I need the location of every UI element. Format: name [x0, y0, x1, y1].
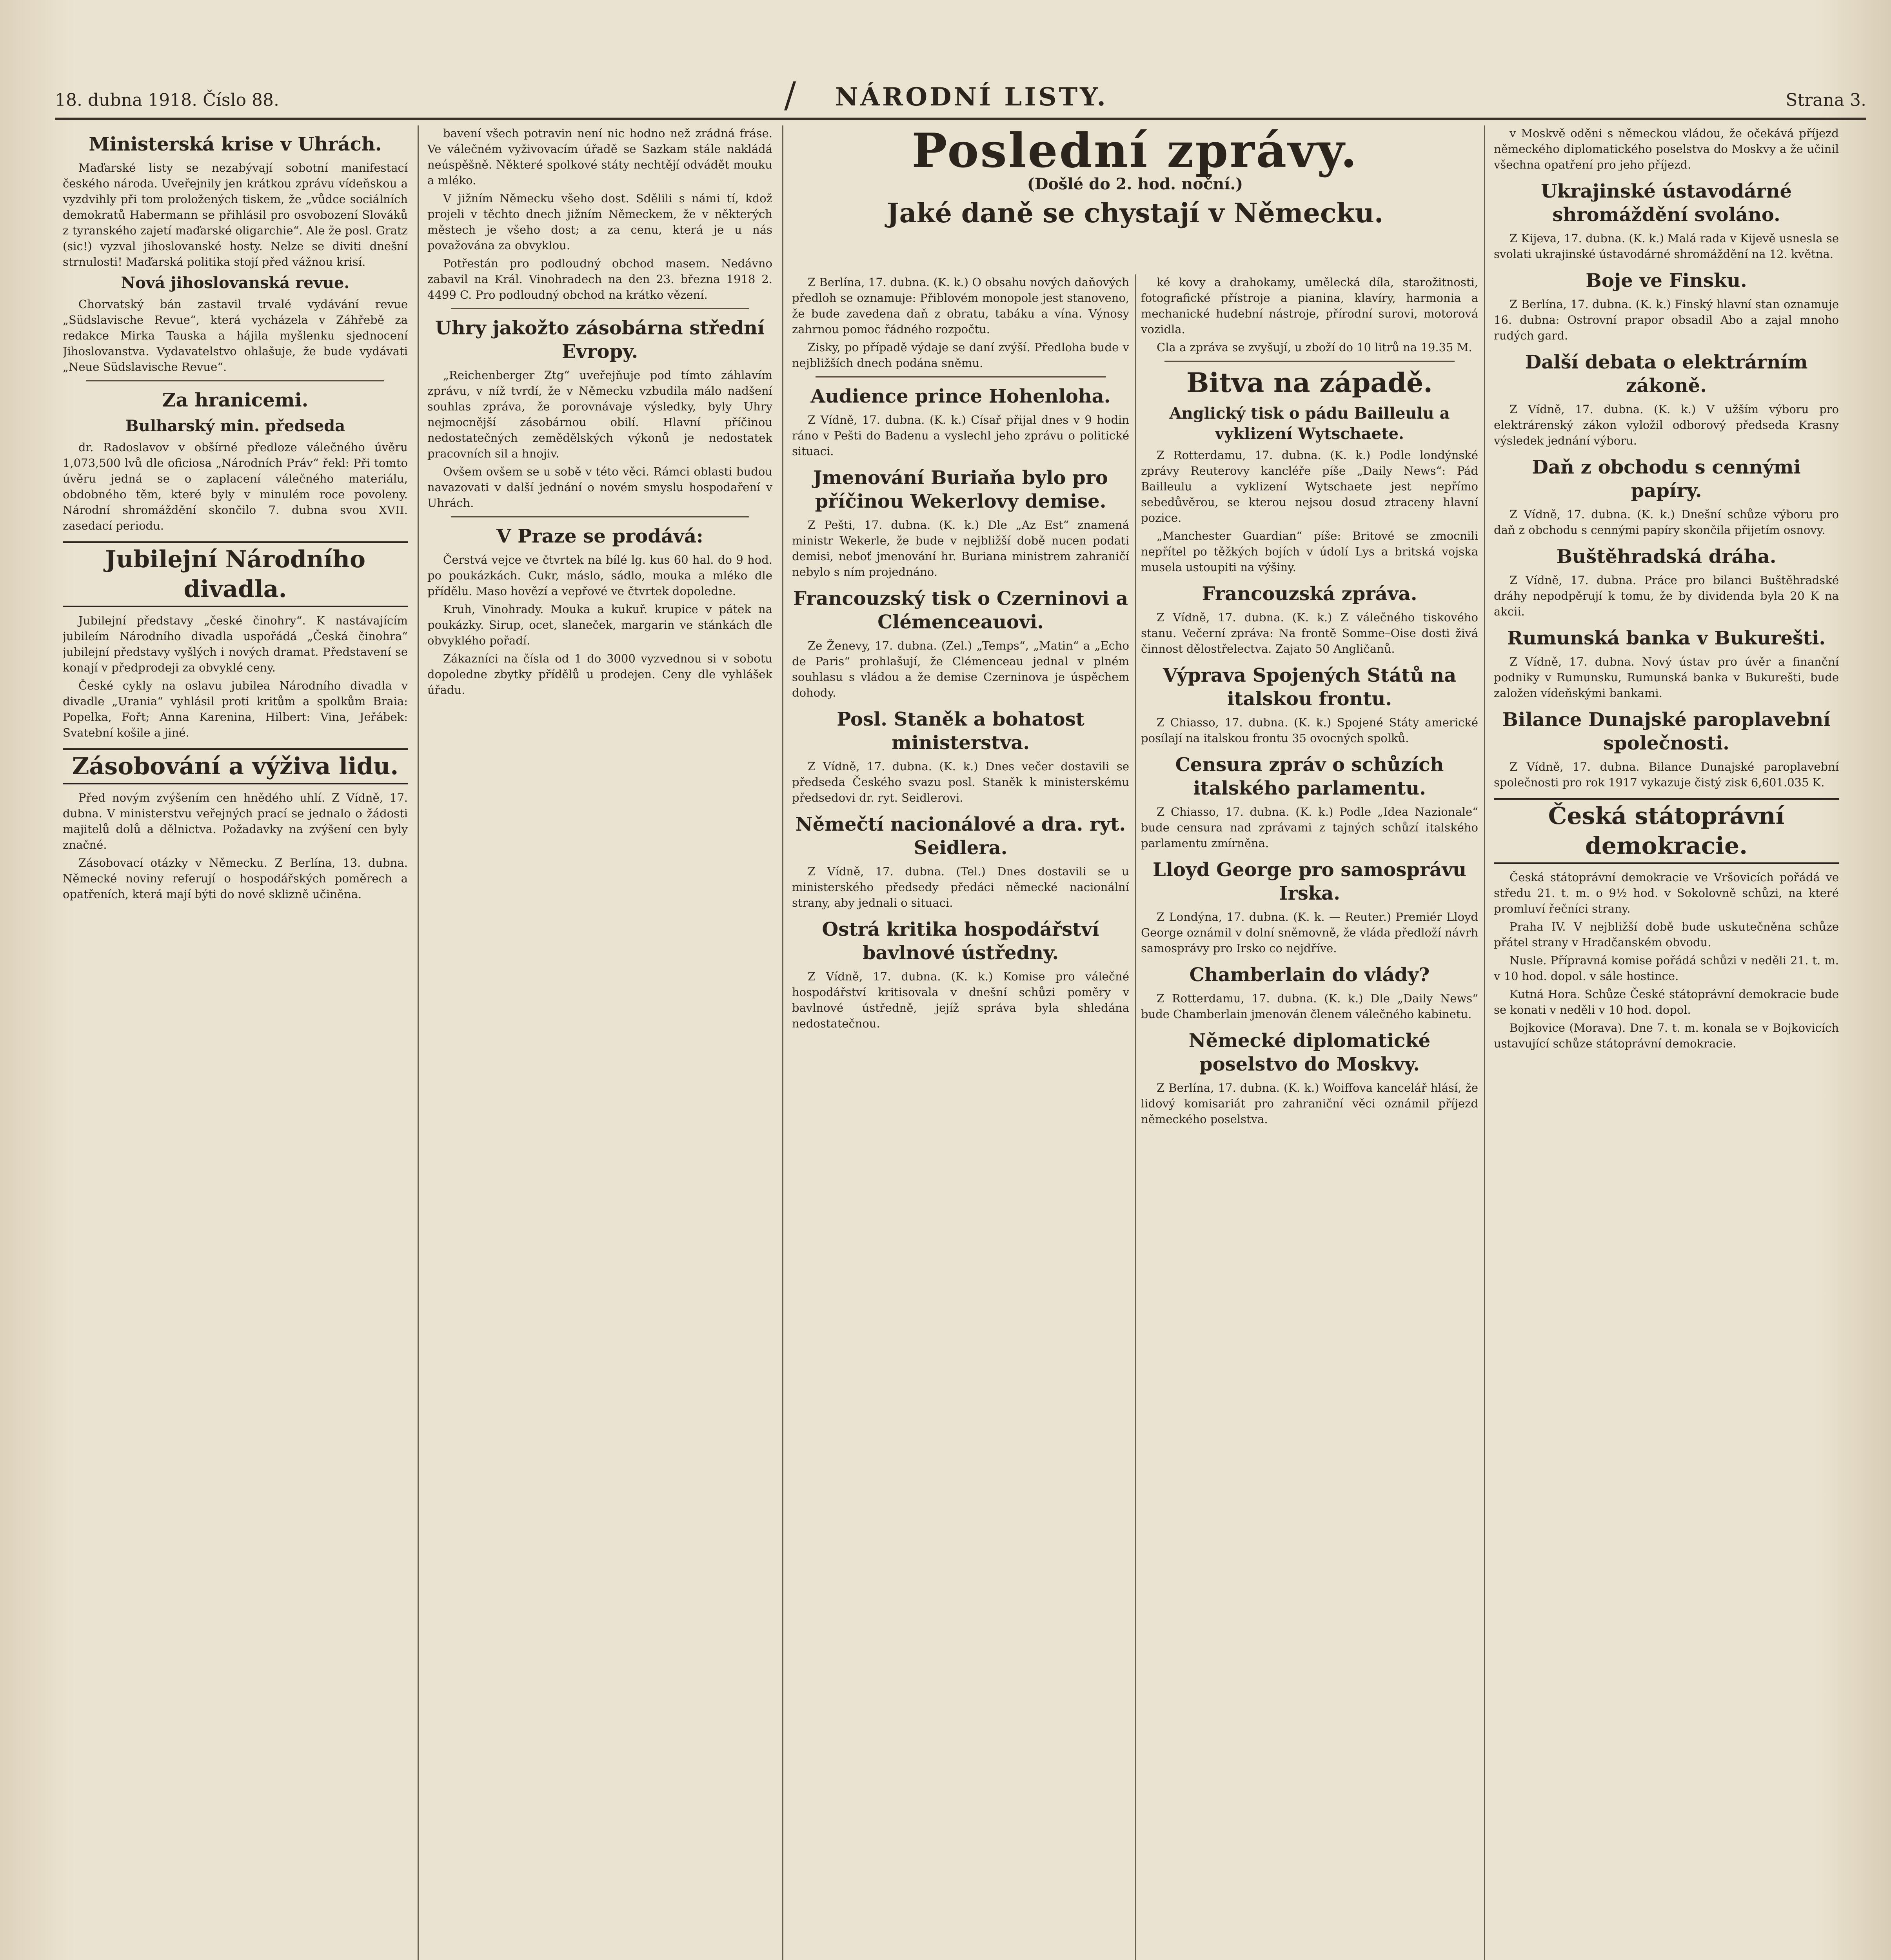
column-4	[1141, 274, 1478, 1960]
article-text: Z Vídně, 17. dubna. (K. k.) Komise pro válečné hospodářství kritisovala v dnešní schůzi poměry v bavlnové ústředně, jejíž správa byla shledána nedostatečnou.	[792, 970, 1129, 1030]
article-text: Z Vídně, 17. dubna. (K. k.) V užším výboru pro elektrárenský zákon vyložil odborový předseda Krasny výsledek jednání výboru.	[1494, 403, 1839, 447]
article-text: Jubilejní představy „české činohry“. K nastávajícím jubileím Národního divadla uspořádá „Česká činohra“ jubilejní představy vyšlých i nových dramat. Představení se konají v předprodeji za obvyklé ceny.	[63, 614, 408, 674]
article-text: Z Vídně, 17. dubna. (Tel.) Dnes dostavili se u ministerského předsedy předáci německé nacionální strany, aby jednali o situaci.	[792, 865, 1129, 909]
divider	[86, 380, 384, 381]
article-text: Ovšem ovšem se u sobě v této věci. Rámci oblasti budou navazovati v další jednání o novém smyslu hospodaření v Uhrách.	[427, 465, 772, 510]
headline-dunajska: Bilance Dunajské paroplavební společnosti.	[1502, 709, 1831, 754]
divider	[451, 308, 749, 309]
article-text: České cykly na oslavu jubilea Národního divadla v divadle „Urania“ vyhlásil proti kritům a spolkům Braia: Popelka, Fořt; Anna Karenina, Hilbert: Vina, Jeřábek: Svatební košile a jiné.	[63, 679, 408, 739]
divider	[451, 516, 749, 517]
issue-date: 18. dubna 1918. Číslo 88.	[55, 90, 279, 110]
headline-ukrajinske: Ukrajinské ústavodárné shromáždění svoláno.	[1540, 180, 1792, 226]
headline-za-hranicemi: Za hranicemi.	[162, 389, 309, 411]
article-text: Z Vídně, 17. dubna. (K. k.) Dnešní schůze výboru pro daň z obchodu s cennými papíry skončila přijetím osnovy.	[1494, 508, 1839, 537]
headline-anglicky-tisk: Anglický tisk o pádu Bailleulu a vyklizení Wytschaete.	[1169, 404, 1450, 443]
headline-dan-papiry: Daň z obchodu s cennými papíry.	[1532, 456, 1801, 502]
headline-bustehradska: Buštěhradská dráha.	[1556, 546, 1777, 568]
article-text: Z Vídně, 17. dubna. Bilance Dunajské paroplavební společnosti pro rok 1917 vykazuje čistý zisk 6,601.035 K.	[1494, 760, 1839, 789]
article-text: V jižním Německu všeho dost. Sdělili s námi tí, kdož projeli v těchto dnech jižním Německem, že v některých městech je všeho dost; a za cenu, která je u nás považována za obvyklou.	[427, 192, 772, 252]
article-text: Kruh, Vinohrady. Mouka a kukuř. krupice v pátek na poukázky. Sirup, ocet, slaneček, margarin ve stánkách dle obvyklého pořadí.	[427, 603, 772, 647]
column-rule	[1484, 125, 1485, 1960]
headline-dane: Jaké daně se chystají v Německu.	[886, 198, 1384, 229]
masthead	[55, 74, 1866, 118]
article-text: Z Berlína, 17. dubna. (K. k.) O obsahu nových daňových předloh se oznamuje: Přiblovém monopole jest stanoveno, že bude zavedena daň z obratu, tabáku a vína. Výnosy zahrnou pomoc řádného rozpočtu.	[792, 276, 1129, 336]
headline-bavlna: Ostrá kritika hospodářství bavlnové ústředny.	[822, 918, 1099, 964]
article-text: Potřestán pro podloudný obchod masem. Nedávno zabavil na Král. Vinohradech na den 23. března 1918 2. 4499 C. Pro podloudný obchod na krátko vězení.	[427, 257, 772, 301]
headline-nacionalove: Němečtí nacionálové a dra. ryt. Seidlera.	[795, 813, 1126, 859]
headline-lloyd-george: Lloyd George pro samosprávu Irska.	[1152, 859, 1467, 904]
headline-finsko: Boje ve Finsku.	[1586, 270, 1747, 292]
article-text: „Manchester Guardian“ píše: Britové se zmocnili nepřítel po těžkých bojích v údolí Lys a britská vojska musela ustoupiti na výšiny.	[1141, 529, 1478, 574]
article-text: bavení všech potravin není nic hodno než zrádná fráse. Ve válečném vyživovacím úřadě se Sazkam stále nakládá neúspěšně. Některé spolkové státy nechtějí odvádět mouku a mléko.	[427, 127, 772, 187]
column-5	[1494, 125, 1839, 1960]
article-text: Z Vídně, 17. dubna. Práce pro bilanci Buštěhradské dráhy nepodpěrují k tomu, že by dividenda byla 20 K na akcii.	[1494, 573, 1839, 618]
column-2	[427, 125, 772, 1960]
article-text: Čerstvá vejce ve čtvrtek na bílé lg. kus 60 hal. do 9 hod. po poukázkách. Cukr, máslo, sádlo, mouka a mléko dle přídělu. Maso hovězí a vepřové ve čtvrtek dopoledne.	[427, 553, 772, 598]
article-text: dr. Radoslavov v obšírné předloze válečného úvěru 1,073,500 lvů dle oficiosa „Národních Práv“ řekl: Při tomto úvěru jedná se o zaplacení válečného materiálu, obdobného těm, které byly v minulém roce povoleny. Národní shromáždění skončilo 7. dubna svou XVII. zasedací periodu.	[63, 441, 408, 532]
article-text: Z Berlína, 17. dubna. (K. k.) Woiffova kancelář hlásí, že lidový komisariát pro zahraniční věci oznámil příjezd německého poselstva.	[1141, 1081, 1478, 1126]
article-text: Zákazníci na čísla od 1 do 3000 vyzvednou si v sobotu dopoledne zbytky přídělů u prodejen. Ceny dle vyhlášek úřadu.	[427, 652, 772, 697]
article-text: Z Londýna, 17. dubna. (K. k. — Reuter.) Premiér Lloyd George oznámil v dolní sněmovně, že vláda předloží návrh samosprávy pro Irsko co nejdříve.	[1141, 910, 1478, 955]
headline-rumunska: Rumunská banka v Bukurešti.	[1507, 627, 1826, 649]
article-text: Z Rotterdamu, 17. dubna. (K. k.) Podle londýnské zprávy Reuterovy kancléře píše „Daily News“: Pád Bailleulu a vyklizení Wytschaete jest nepřímo sebedůvěrou, se kterou nejsou dosud ztraceny hlavní pozice.	[1141, 448, 1478, 524]
article-text: Z Vídně, 17. dubna. (K. k.) Z válečného tiskového stanu. Večerní zpráva: Na frontě Somme–Oise dosti živá činnost dělostřelectva. Zajato 50 Angličanů.	[1141, 611, 1478, 655]
headline-bulharsky: Bulharský min. předseda	[125, 417, 345, 435]
article-text: Z Rotterdamu, 17. dubna. (K. k.) Dle „Daily News“ bude Chamberlain jmenován členem válečného kabinetu.	[1141, 992, 1478, 1021]
headline-v-praze: V Praze se prodává:	[496, 525, 703, 547]
headline-francouzsky-tisk: Francouzský tisk o Czerninovi a Clémenceauovi.	[793, 588, 1128, 633]
headline-chamberlain: Chamberlain do vlády?	[1189, 964, 1430, 986]
article-text: Česká státoprávní demokracie ve Vršovicích pořádá ve středu 21. t. m. o 9½ hod. v Sokolovně schůzi, na které promluví řečníci strany.	[1494, 871, 1839, 915]
headline-elektrarni: Další debata o elektrárním zákoně.	[1525, 351, 1808, 397]
article-text: Z Pešti, 17. dubna. (K. k.) Dle „Az Est“ znamená ministr Wekerle, že bude v nejbližší době nucen podati demisi, neboť jmenování hr. Buriana ministrem zahraničí nebylo s ním projednáno.	[792, 518, 1129, 579]
column-rule	[782, 125, 783, 1960]
headline-uhry: Uhry jakožto zásobárna střední Evropy.	[435, 317, 765, 363]
headline-poselstvo: Německé diplomatické poselstvo do Moskvy.	[1188, 1030, 1431, 1075]
article-text: Ze Ženevy, 17. dubna. (Zel.) „Temps“, „Matin“ a „Echo de Paris“ prohlašují, že Clémenceau jednal v plném souhlasu s vládou a že demise Czerninova je úspěchem dohody.	[792, 639, 1129, 699]
article-text: Chorvatský bán zastavil trvalé vydávání revue „Südslavische Revue“, která vycházela v Záhřebě za redakce Mirka Tauska a hájila myšlenku sjednocení Jihoslovanstva. Vydavatelstvo ohlašuje, že bude vydávati „Neue Südslavische Revue“.	[63, 298, 408, 374]
divider	[1164, 361, 1455, 362]
section-banner-zasobovani: Zásobování a výživa lidu.	[63, 748, 408, 784]
article-text: ké kovy a drahokamy, umělecká díla, starožitnosti, fotografické přístroje a pianina, klavíry, harmonia a mechanické hudební nástroje, přírodní surovi, motorová vozidla.	[1141, 276, 1478, 336]
divider	[816, 376, 1106, 377]
headline-stanek: Posl. Staněk a bohatost ministerstva.	[837, 708, 1084, 754]
article-text: „Reichenberger Ztg“ uveřejňuje pod tímto záhlavím zprávu, v níž tvrdí, že v Německu vzbudila málo nadšení souhlas zpráva, že porovnávaje výsledky, byly Uhry nejmocnější zásobárnou obilí. Hlavní příčinou nedostatečných zemědělských výkonů je nedostatek pracovních sil a hnojiv.	[427, 368, 772, 460]
last-news-header	[792, 125, 1478, 274]
article-text: Z Chiasso, 17. dubna. (K. k.) Spojené Státy americké posílají na italskou frontu 35 ovocných spolků.	[1141, 716, 1478, 745]
article-text: Z Berlína, 17. dubna. (K. k.) Finský hlavní stan oznamuje 16. dubna: Ostrovní prapor obsadil Abo a zajal mnoho rudých gard.	[1494, 298, 1839, 342]
article-text: Zásobovací otázky v Německu. Z Berlína, 13. dubna. Německé noviny referují o hospodářských poměrech a opatřeních, která mají býti do nové sklizně učiněna.	[63, 856, 408, 901]
article-text: Bojkovice (Morava). Dne 7. t. m. konala se v Bojkovicích ustavující schůze státoprávní demokracie.	[1494, 1021, 1839, 1050]
page-number: Strana 3.	[1786, 90, 1866, 110]
article-text: Z Chiasso, 17. dubna. (K. k.) Podle „Idea Nazionale“ bude censura nad zprávami z tajných schůzí italského parlamentu zmírněna.	[1141, 805, 1478, 850]
article-text: Z Vídně, 17. dubna. Nový ústav pro úvěr a finanční podniky v Rumunsku, Rumunská banka v Bukurešti, bude založen vídeňskými bankami.	[1494, 655, 1839, 700]
headline-posledni-zpravy: Poslední zprávy.	[912, 125, 1359, 178]
column-rule	[418, 125, 419, 1960]
column-1	[63, 125, 408, 1960]
article-text: Zisky, po případě výdaje se daní zvýší. Předloha bude v nejbližších dnech podána sněmu.	[792, 341, 1129, 370]
headline-ministerska-krise: Ministerská krise v Uhrách.	[89, 133, 382, 155]
column-rule	[1135, 274, 1136, 1960]
article-text: Cla a zpráva se zvyšují, u zboží do 10 litrů na 19.35 M.	[1157, 341, 1472, 354]
headline-subtitle: (Došlé do 2. hod. noční.)	[1027, 175, 1243, 193]
headline-bitva: Bitva na západě.	[1186, 367, 1433, 399]
article-text: Z Vídně, 17. dubna. (K. k.) Císař přijal dnes v 9 hodin ráno v Pešti do Badenu a vyslechl jeho zprávu o politické situaci.	[792, 413, 1129, 458]
section-banner-divadlo: Jubilejní Národního divadla.	[63, 541, 408, 607]
masthead-rule	[55, 118, 1866, 120]
article-text: v Moskvě oděni s německou vládou, že očekává příjezd německého diplomatického poselstva do Moskvy a že učinil všechna opatření pro jeho příjezd.	[1494, 127, 1839, 171]
headline-francouzska: Francouzská zpráva.	[1202, 583, 1417, 605]
headline-revue: Nová jihoslovanská revue.	[121, 274, 350, 292]
headline-censura: Censura zpráv o schůzích italského parlamentu.	[1175, 754, 1444, 799]
article-text: Z Kijeva, 17. dubna. (K. k.) Malá rada v Kijevě usnesla se svolati ukrajinské ústavodárné shromáždění na 12. května.	[1494, 232, 1839, 261]
headline-audience: Audience prince Hohenloha.	[810, 385, 1111, 407]
article-text: Nusle. Přípravná komise pořádá schůzi v neděli 21. t. m. v 10 hod. dopol. v sále hostince.	[1494, 954, 1839, 983]
section-banner-demokracie: Česká státoprávní demokracie.	[1494, 798, 1839, 864]
article-text: Z Vídně, 17. dubna. (K. k.) Dnes večer dostavili se předseda Českého svazu posl. Staněk k ministerskému předsedovi dr. ryt. Seidlerovi.	[792, 760, 1129, 804]
article-text: Před novým zvýšením cen hnědého uhlí. Z Vídně, 17. dubna. V ministerstvu veřejných prací se jednalo o žádosti majitelů dolů a dělnictva. Požadavky na zvýšení cen byly značné.	[63, 791, 408, 851]
article-text: Maďarské listy se nezabývají sobotní manifestací českého národa. Uveřejnily jen krátkou zprávu vídeňskou a vyzdvihly při tom proložených tiskem, že „vůdce sociálních demokratů Habermann se přihlásil pro osvobození Slováků z tyranského zajetí maďarské oligarchie“. Ale že posl. Gratz (sic!) vyzval jihoslovanské hosty. Nelze se diviti dnešní strnulosti! Maďarská politika stojí před vážnou krisí.	[63, 161, 408, 269]
headline-burian: Jmenování Buriaňa bylo pro příčinou Wekerlovy demise.	[813, 467, 1108, 512]
article-text: Praha IV. V nejbližší době bude uskutečněna schůze přátel strany v Hradčanském obvodu.	[1494, 920, 1839, 949]
headline-vyprava: Výprava Spojených Států na italskou frontu.	[1163, 664, 1457, 710]
article-text: Kutná Hora. Schůze České státoprávní demokracie bude se konati v neděli v 10 hod. dopol.	[1494, 987, 1839, 1016]
column-3	[792, 274, 1129, 1960]
slash-mark: /	[784, 74, 796, 116]
newspaper-title: NÁRODNÍ LISTY.	[835, 82, 1108, 112]
